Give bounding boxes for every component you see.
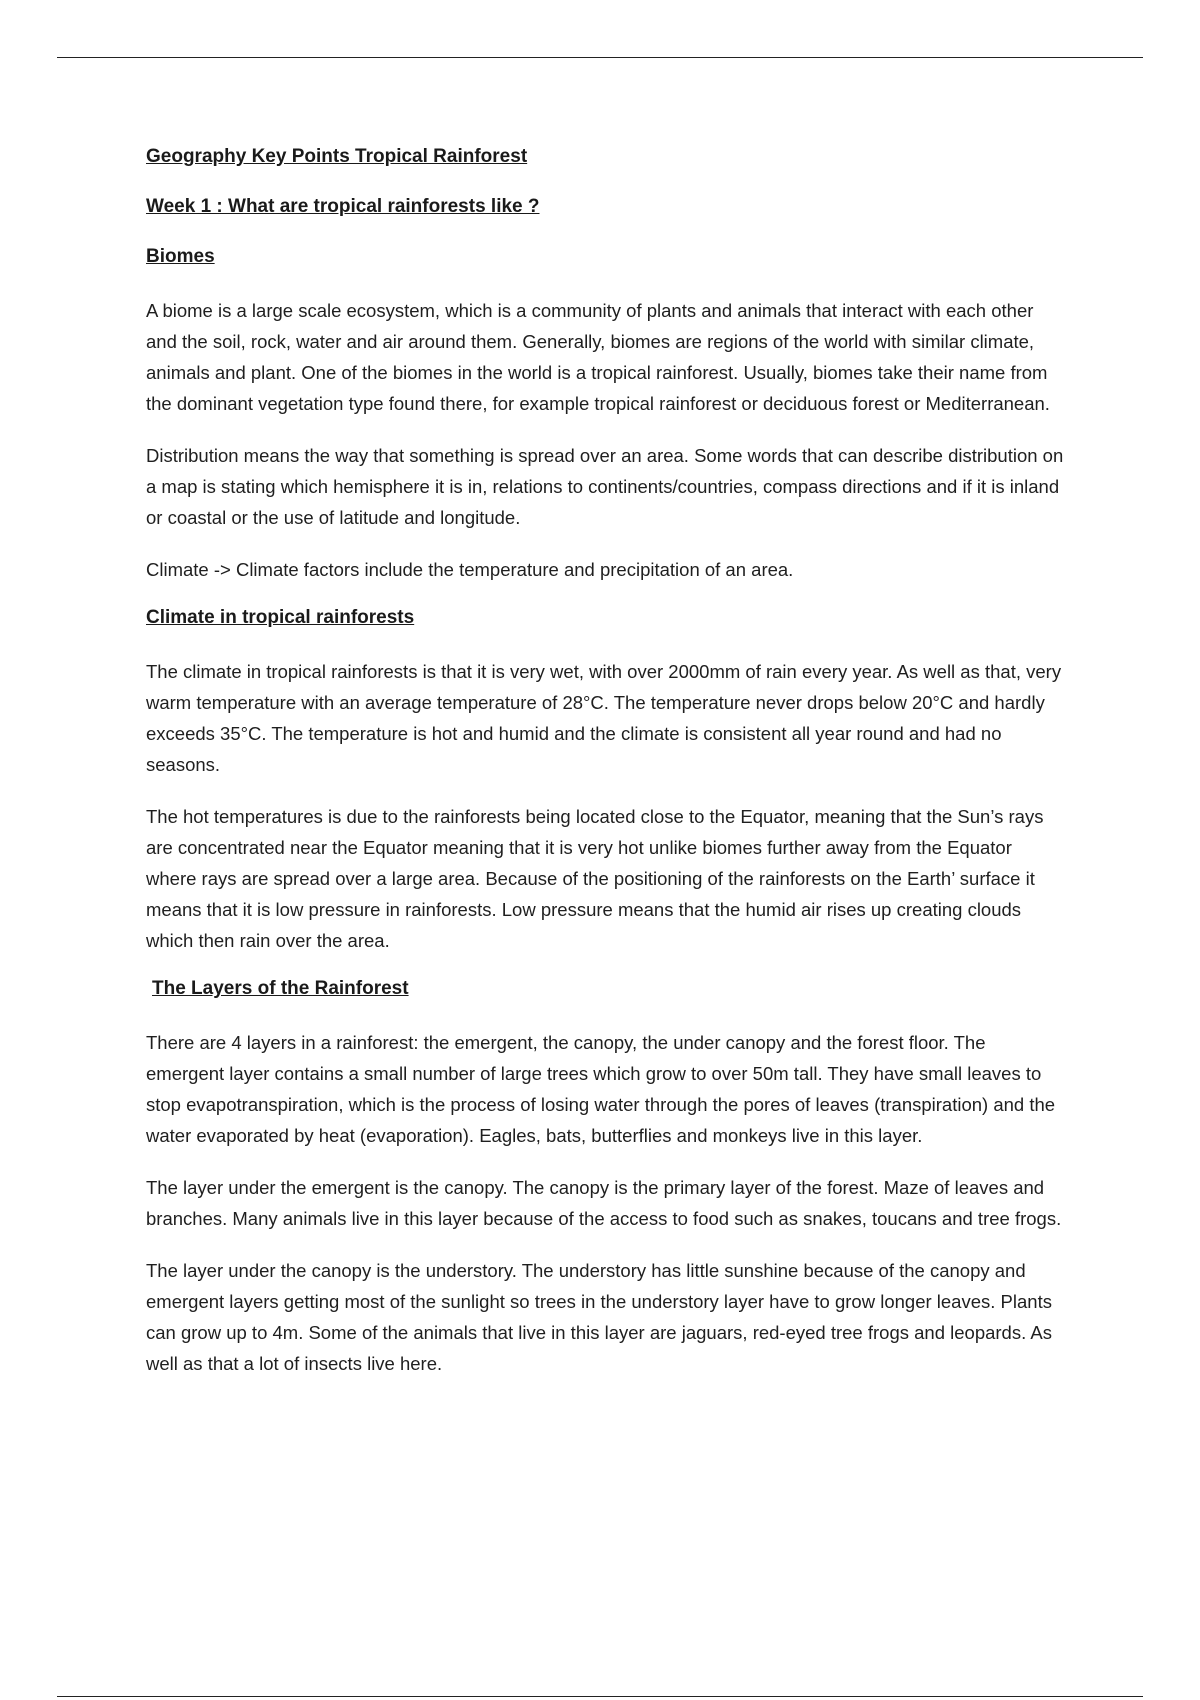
document-body — [146, 145, 1066, 1400]
layers-paragraph-3: The layer under the canopy is the understory. The understory has little sunshine because of the canopy and emergent layers getting most of the sunlight so trees in the understory layer have to grow longer leaves. Plants can grow up to 4m. Some of the animals that live in this layer are jaguars, red-eyed tree frogs and leopards. As well as that a lot of insects live here. — [146, 1260, 1052, 1374]
top-rule — [57, 57, 1143, 58]
distribution-paragraph: Distribution means the way that something is spread over an area. Some words that can describe distribution on a map is stating which hemisphere it is in, relations to continents/countries, compass directions and if it is inland or coastal or the use of latitude and longitude. — [146, 445, 1064, 528]
climate-paragraph-1: The climate in tropical rainforests is that it is very wet, with over 2000mm of rain every year. As well as that, very warm temperature with an average temperature of 28°C. The temperature never drops below 20°C and hardly exceeds 35°C. The temperature is hot and humid and the climate is consistent all year round and had no seasons. — [146, 661, 1062, 775]
climate-heading: Climate in tropical rainforests — [146, 607, 415, 628]
bottom-rule — [57, 1696, 1143, 1697]
biomes-paragraph-1: A biome is a large scale ecosystem, which is a community of plants and animals that interact with each other and the soil, rock, water and air around them. Generally, biomes are regions of the world with similar climate, animals and plant. One of the biomes in the world is a tropical rainforest. Usually, biomes take their name from the dominant vegetation type found there, for example tropical rainforest or deciduous forest or Mediterranean. — [146, 300, 1050, 414]
week-heading: Week 1 : What are tropical rainforests like ? — [146, 196, 540, 217]
layers-paragraph-1: There are 4 layers in a rainforest: the emergent, the canopy, the under canopy and the forest floor. The emergent layer contains a small number of large trees which grow to over 50m tall. They have small leaves to stop evapotranspiration, which is the process of losing water through the pores of leaves (transpiration) and the water evaporated by heat (evaporation). Eagles, bats, butterflies and monkeys live in this layer. — [146, 1032, 1056, 1146]
layers-heading: The Layers of the Rainforest — [152, 978, 409, 999]
climate-paragraph-2: The hot temperatures is due to the rainforests being located close to the Equator, meaning that the Sun’s rays are concentrated near the Equator meaning that it is very hot unlike biomes further away from the Equator where rays are spread over a large area. Because of the positioning of the rainforests on the Earth’ surface it means that it is low pressure in rainforests. Low pressure means that the humid air rises up creating clouds which then rain over the area. — [146, 806, 1044, 951]
document-title: Geography Key Points Tropical Rainforest — [146, 146, 528, 167]
layers-paragraph-2: The layer under the emergent is the canopy. The canopy is the primary layer of the forest. Maze of leaves and branches. Many animals live in this layer because of the access to food such as snakes, toucans and tree frogs. — [146, 1177, 1062, 1229]
climate-definition-paragraph: Climate -> Climate factors include the temperature and precipitation of an area. — [146, 559, 794, 580]
biomes-heading: Biomes — [146, 246, 215, 267]
